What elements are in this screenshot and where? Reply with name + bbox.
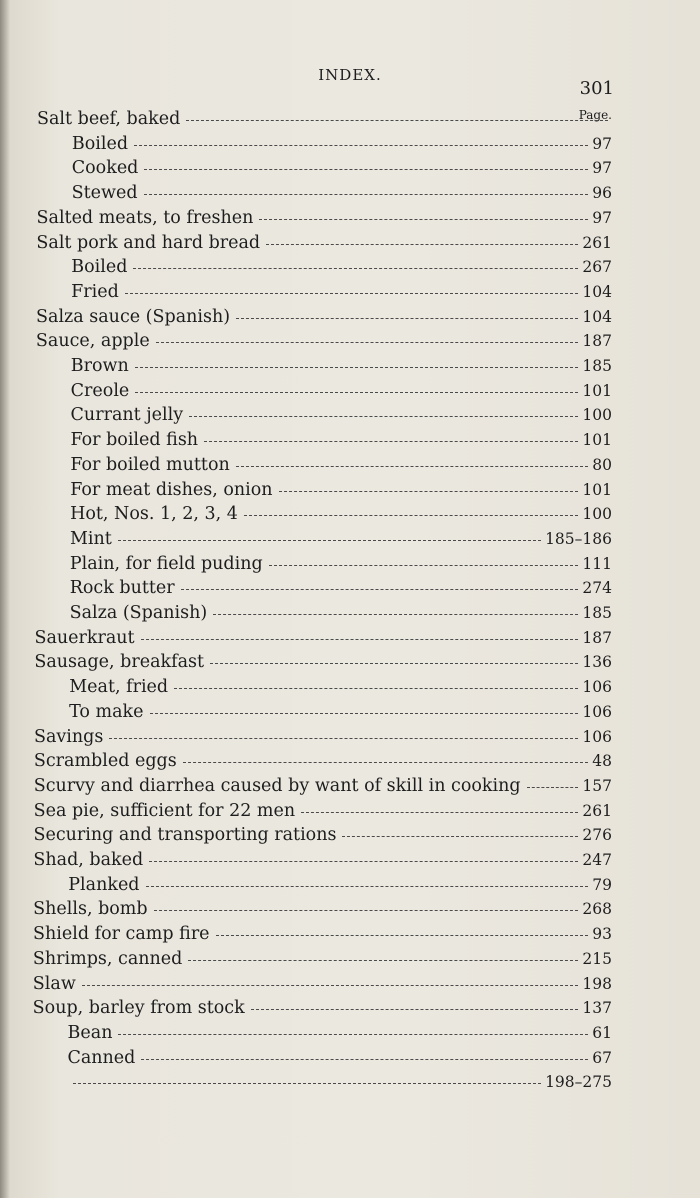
index-entry [67, 1046, 612, 1070]
index-entry [70, 552, 612, 576]
index-entry [36, 305, 612, 329]
dot-leader [189, 416, 578, 417]
entry-page-number: 61 [592, 1023, 612, 1042]
entry-page-number: 101 [582, 431, 612, 450]
entry-label: Salted meats, to freshen [36, 207, 254, 228]
index-entry [71, 379, 612, 403]
dot-leader [133, 268, 578, 269]
dot-leader [342, 836, 578, 837]
index-entry [71, 354, 612, 378]
entry-label: Canned [67, 1047, 136, 1068]
dot-leader [244, 515, 578, 516]
entry-label: Scrambled eggs [33, 751, 177, 772]
dot-leader [144, 169, 588, 170]
entry-label: Currant jelly [70, 405, 184, 426]
entry-page-number: 67 [592, 1048, 612, 1067]
dot-leader [118, 540, 541, 541]
index-entry [68, 873, 612, 897]
dot-leader [259, 219, 588, 220]
index-entry [33, 996, 612, 1020]
page-header-title: INDEX. [318, 66, 382, 84]
dot-leader [527, 787, 579, 788]
dot-leader [236, 466, 588, 467]
entry-label: Hot, Nos. 1, 2, 3, 4 [70, 504, 238, 525]
index-entry [70, 453, 612, 477]
index-entry [33, 922, 612, 946]
index-entry [71, 255, 612, 279]
dot-leader [186, 120, 608, 121]
entry-label: Bean [67, 1022, 113, 1043]
dot-leader [216, 935, 589, 936]
entry-label: Shells, bomb [33, 899, 148, 920]
entry-page-number: 187 [582, 332, 612, 351]
entry-page-number: 276 [582, 826, 612, 845]
entry-label: Savings [34, 726, 104, 747]
entry-page-number: 268 [582, 900, 612, 919]
entry-label: Boiled [71, 257, 128, 278]
dot-leader [181, 589, 579, 590]
dot-leader [251, 1009, 579, 1010]
dot-leader [188, 960, 578, 961]
entry-label: Sausage, breakfast [34, 652, 205, 673]
entry-page-number: 100 [582, 505, 612, 524]
entry-label: Salza (Spanish) [69, 603, 208, 623]
index-entry [68, 1021, 612, 1045]
index-entry [37, 107, 612, 131]
dot-leader [141, 639, 579, 640]
index-entry [67, 1070, 612, 1094]
index-entry [34, 823, 612, 847]
dot-leader [144, 194, 589, 195]
entry-label: Sea pie, sufficient for 22 men [33, 800, 296, 821]
dot-leader [150, 713, 579, 714]
index-entry [34, 725, 612, 749]
entry-page-number: 137 [582, 999, 612, 1018]
index-entry [34, 749, 612, 773]
entry-page-number: 79 [592, 875, 612, 894]
entry-page-number: 106 [582, 678, 612, 697]
entry-page-number: 96 [592, 184, 612, 203]
index-entry [70, 502, 612, 526]
entry-label: Plain, for field puding [69, 553, 263, 574]
entry-page-number: 185 [582, 357, 612, 375]
entry-page-number: 111 [582, 554, 612, 573]
page-column-label: Page. [578, 108, 612, 122]
entry-page-number: 48 [592, 752, 612, 771]
index-entry [34, 626, 612, 650]
index-entry [70, 601, 612, 625]
entry-page-number: 106 [582, 702, 612, 721]
entry-label: Brown [70, 356, 129, 376]
entry-label: For boiled fish [70, 430, 199, 451]
index-entry [71, 403, 612, 427]
entry-label: Stewed [71, 183, 138, 204]
index-entry [36, 329, 612, 353]
entry-label: Creole [70, 380, 130, 401]
entry-label: Fried [71, 281, 119, 302]
entry-label: Shrimps, canned [32, 948, 183, 969]
page-number: 301 [579, 78, 614, 99]
index-entry [33, 848, 612, 872]
dot-leader [82, 985, 579, 986]
dot-leader [154, 910, 579, 911]
dot-leader [236, 318, 578, 319]
entry-label: Shad, baked [33, 850, 144, 870]
index-entry [33, 897, 612, 921]
entry-label: Sauerkraut [34, 627, 135, 648]
index-entry [36, 231, 612, 255]
entry-page-number: 274 [582, 579, 612, 598]
entry-page-number: 100 [582, 406, 612, 425]
entry-page-number: 104 [582, 307, 612, 326]
entry-page-number: 101 [582, 381, 612, 400]
index-entry [34, 774, 612, 798]
entry-label: Salt beef, baked [37, 109, 181, 129]
dot-leader [210, 663, 578, 664]
index-entry [71, 280, 612, 304]
entry-page-number: 136 [582, 653, 612, 672]
index-entry [70, 527, 612, 551]
entry-page-number: 97 [592, 159, 612, 178]
entry-label: To make [69, 701, 144, 722]
entry-page-number: 261 [582, 801, 612, 820]
dot-leader [135, 392, 578, 393]
dot-leader [183, 762, 589, 763]
entry-page-number: 80 [592, 455, 612, 474]
index-entry [33, 972, 612, 996]
entry-page-number: 198 [582, 974, 612, 993]
index-entry [69, 700, 612, 724]
dot-leader [141, 1059, 588, 1060]
entry-label: Rock butter [69, 578, 175, 599]
dot-leader [156, 342, 579, 343]
entry-page-number: 261 [582, 233, 612, 252]
index-entry [33, 947, 612, 971]
dot-leader [301, 812, 578, 813]
entry-label: Slaw [32, 973, 76, 994]
entry-page-number: 97 [592, 134, 612, 153]
entry-page-number: 185–186 [545, 529, 612, 548]
entry-label: Salza sauce (Spanish) [36, 306, 231, 327]
index-entry [34, 799, 612, 823]
dot-leader [118, 1034, 588, 1035]
index-entry [70, 428, 612, 452]
entry-page-number: 267 [582, 258, 612, 277]
dot-leader [149, 861, 578, 862]
entry-label: Boiled [71, 133, 129, 154]
dot-leader [204, 441, 578, 442]
dot-leader [279, 491, 579, 492]
index-entry [70, 576, 612, 600]
entry-page-number: 101 [582, 480, 612, 499]
entry-page-number: 106 [582, 727, 612, 746]
dot-leader [269, 565, 579, 566]
dot-leader [134, 145, 588, 146]
dot-leader [73, 1083, 541, 1084]
entry-label: Shield for camp fire [33, 924, 210, 945]
entry-page-number: 157 [582, 776, 612, 795]
entry-page-number: 198–275 [545, 1073, 612, 1092]
index-entry [34, 650, 612, 674]
index-entry [72, 156, 612, 180]
entry-page-number: 247 [582, 851, 612, 869]
entry-page-number: 187 [582, 628, 612, 647]
entry-label: For boiled mutton [70, 454, 230, 475]
dot-leader [213, 614, 578, 615]
dot-leader [109, 738, 578, 739]
index-entry [72, 181, 612, 205]
index-entry [69, 675, 612, 699]
dot-leader [125, 293, 579, 294]
entry-label: For meat dishes, onion [70, 479, 273, 500]
entry-page-number: 97 [592, 208, 612, 227]
entry-label: Soup, barley from stock [32, 998, 245, 1019]
entry-label: Mint [69, 528, 112, 549]
index-entry [72, 132, 612, 156]
entry-page-number: 185 [582, 604, 612, 622]
index-entry [70, 478, 612, 502]
entry-page-number: 93 [592, 925, 612, 944]
dot-leader [146, 886, 589, 887]
dot-leader [135, 367, 579, 368]
entry-label: Meat, fried [69, 677, 169, 698]
entry-page-number: 215 [582, 949, 612, 968]
entry-label: Scurvy and diarrhea caused by want of skill in cooking [33, 775, 521, 796]
entry-label: Securing and transporting rations [33, 825, 337, 846]
entry-label: Sauce, apple [35, 331, 150, 352]
dot-leader [266, 244, 578, 245]
index-entry [37, 206, 612, 230]
entry-label: Salt pork and hard bread [36, 232, 261, 253]
entry-label: Cooked [71, 158, 139, 179]
page-spine-shadow [0, 0, 10, 1198]
entry-label: Planked [68, 874, 140, 895]
dot-leader [174, 688, 578, 689]
entry-page-number: 104 [582, 282, 612, 301]
